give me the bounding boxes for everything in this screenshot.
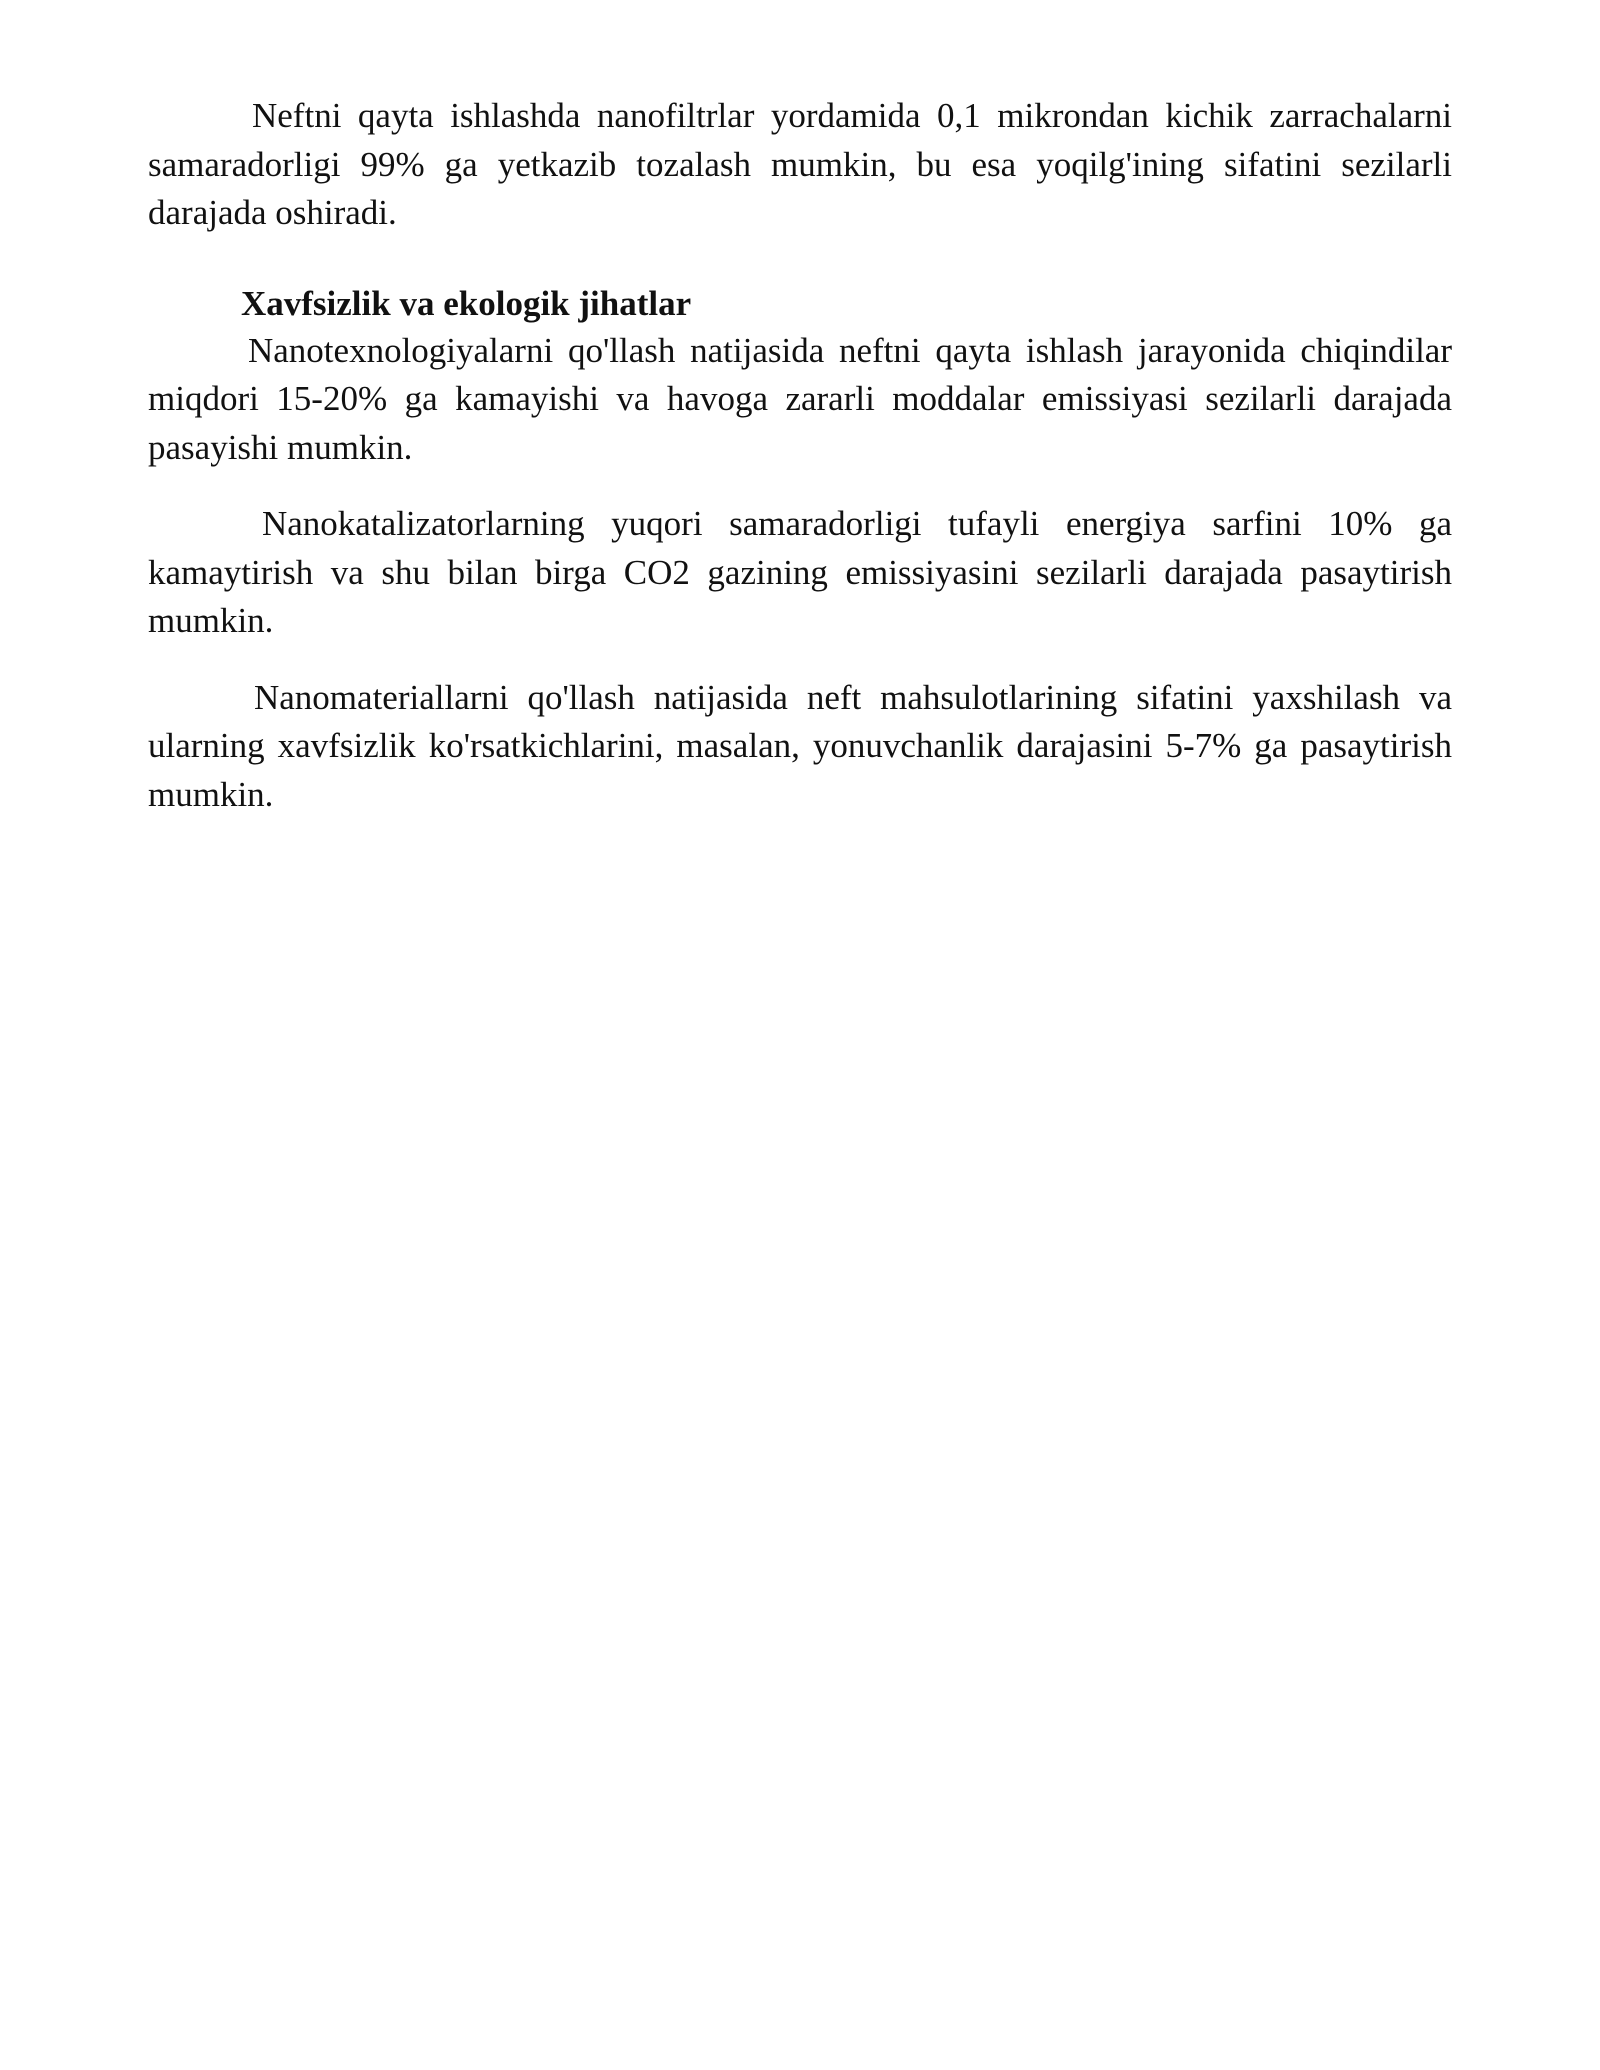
paragraph-nanocatalysts: Nanokatalizatorlarning yuqori samaradorligi tufayli energiya sarfini 10% ga kamaytirish va shu bilan birga CO2 gazining emissiyasini sezilarli darajada pasaytirish mumkin. bbox=[148, 504, 1452, 640]
paragraph-nanomaterials: Nanomateriallarni qo'llash natijasida neft mahsulotlarining sifatini yaxshilash va ularning xavfsizlik ko'rsatkichlarini, masalan, yonuvchanlik darajasini 5-7% ga pasaytirish mumkin. bbox=[148, 677, 1452, 814]
paragraph-waste-reduction: Nanotexnologiyalarni qo'llash natijasida neftni qayta ishlash jarayonida chiqindilar miqdori 15-20% ga kamayishi va havoga zararli moddalar emissiyasi sezilarli darajada pasayishi mumkin. bbox=[148, 330, 1452, 467]
paragraph-nanofilters: Neftni qayta ishlashda nanofiltrlar yordamida 0,1 mikrondan kichik zarrachalarni samaradorligi 99% ga yetkazib tozalash mumkin, bu esa yoqilg'ining sifatini sezilarli darajada oshiradi. bbox=[148, 96, 1452, 232]
document-body bbox=[148, 92, 1452, 819]
section-heading-safety-ecology: Xavfsizlik va ekologik jihatlar bbox=[241, 283, 692, 323]
